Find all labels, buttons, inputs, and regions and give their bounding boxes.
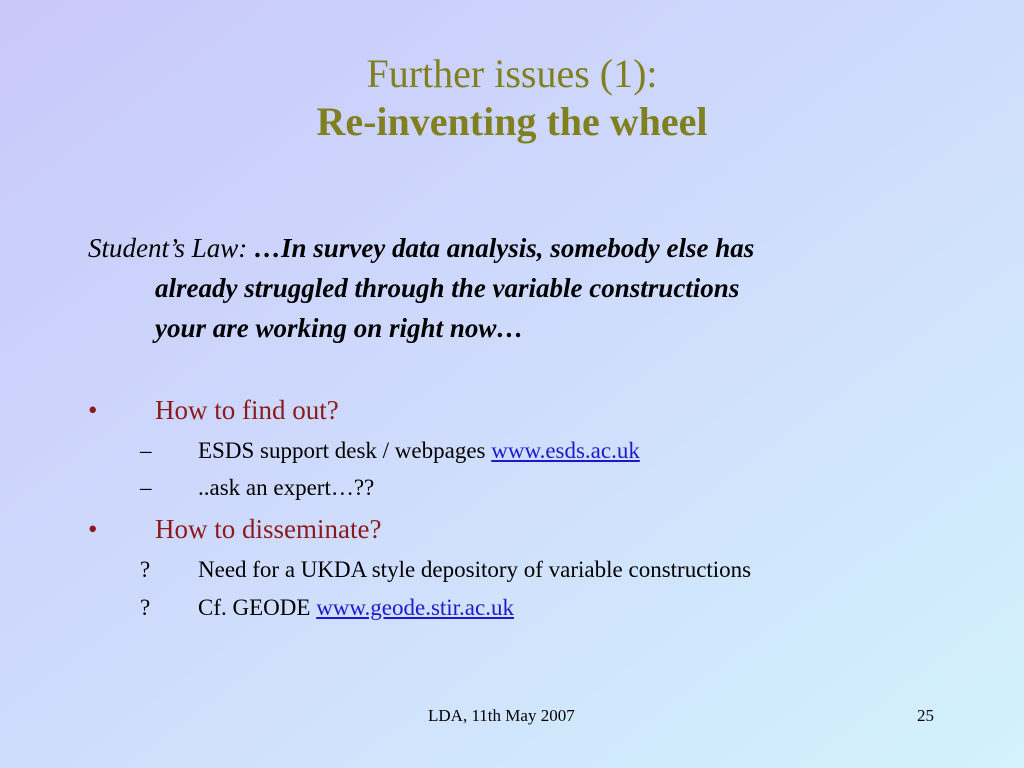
title-line-1: Further issues (1): <box>366 51 658 96</box>
subitem-text: Need for a UKDA style depository of variable constructions <box>198 557 752 582</box>
esds-link[interactable]: www.esds.ac.uk <box>491 438 640 463</box>
bullet-text: How to find out? <box>155 395 339 425</box>
students-law-paragraph <box>88 228 948 348</box>
subitem-text: ..ask an expert…?? <box>198 475 375 500</box>
bullet-marker: • <box>88 395 98 425</box>
footer-date: LDA, 11th May 2007 <box>428 706 575 725</box>
dash-marker: – <box>140 438 152 463</box>
geode-link[interactable]: www.geode.stir.ac.uk <box>316 595 514 620</box>
slide-title <box>0 50 1024 146</box>
title-line-2: Re-inventing the wheel <box>316 99 708 144</box>
dash-marker: – <box>140 475 152 500</box>
question-marker: ? <box>140 595 151 620</box>
law-quote-line-2: already struggled through the variable constructions <box>155 273 740 303</box>
question-marker: ? <box>140 557 151 582</box>
subitem-text: Cf. GEODE <box>198 595 317 620</box>
page-number: 25 <box>917 706 934 725</box>
bullet-marker: • <box>88 514 98 544</box>
law-quote-line-1: …In survey data analysis, somebody else has <box>254 233 755 263</box>
subitem-text: ESDS support desk / webpages <box>198 438 492 463</box>
bullet-text: How to disseminate? <box>155 514 382 544</box>
law-quote-line-3: your are working on right now… <box>155 313 524 343</box>
law-label: Student’s Law: <box>88 233 248 263</box>
